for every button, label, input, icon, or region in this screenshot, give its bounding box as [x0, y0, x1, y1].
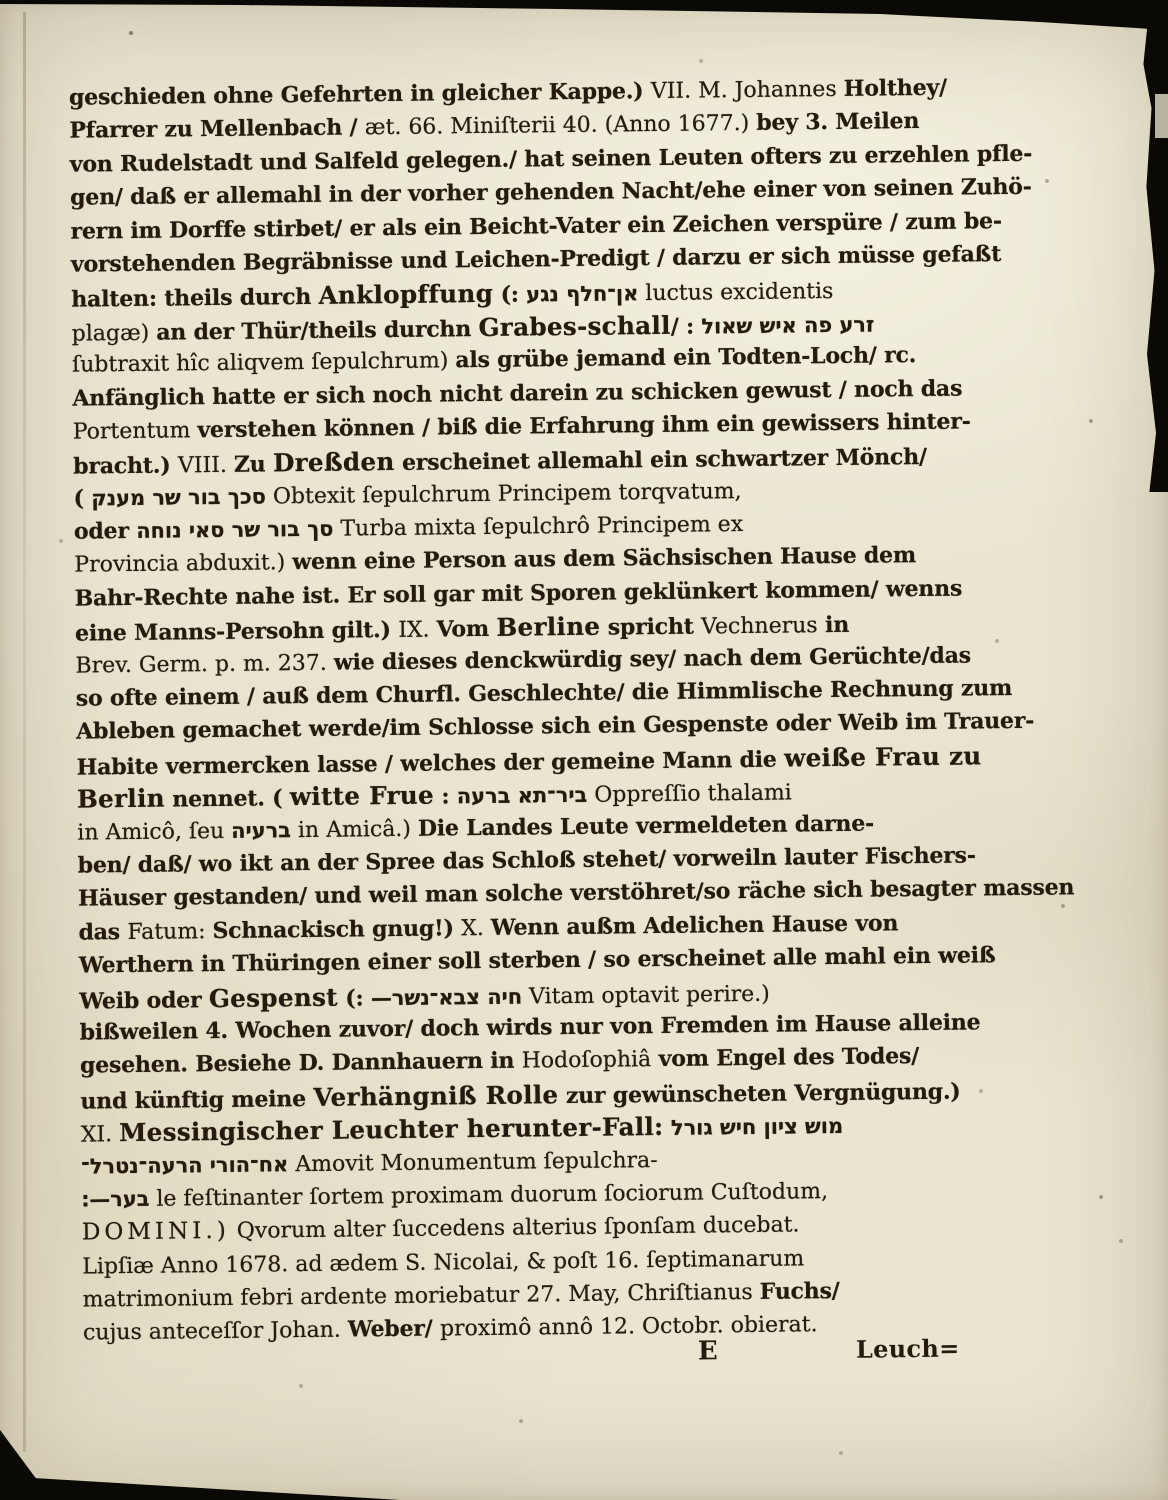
text-segment-g: wenn eine Person aus dem Sächsischen Hause dem	[292, 542, 917, 576]
text-segment-g: erscheinet allemahl ein schwartzer Mönch/	[394, 444, 927, 477]
text-segment-l: luctus excidentis	[638, 279, 834, 307]
text-block	[68, 70, 1075, 1350]
text-segment-g: Werthern in Thüringen einer soll sterben / so erscheinet alle mahl ein weiß	[78, 942, 996, 979]
text-segment-g: nennet. (	[164, 785, 291, 813]
text-segment-g: verstehen können / biß die Erfahrung ihm ein gewissers hinter-	[197, 408, 971, 444]
text-segment-l: Vitam optavit perire.)	[521, 981, 770, 1010]
text-segment-h: סכך בור שר מענק	[91, 484, 267, 511]
text-segment-g: ben/ daß/ wo ikt an der Spree das Schloß stehet/ vorweiln lauter Fischers-	[77, 842, 976, 879]
text-segment-e: Grabes-schall	[478, 310, 671, 342]
text-segment-e: Messingischer Leuchter herunter-Fall:	[118, 1112, 664, 1148]
text-segment-g: bißweilen 4. Wochen zuvor/ doch wirds nur von Fremden im Hause alleine	[79, 1009, 981, 1046]
text-segment-g: und künftig meine	[80, 1085, 314, 1115]
text-segment-g: Häuser gestanden/ und weil man solche verstöhret/so räche sich besagter massen	[77, 874, 1075, 912]
signature-mark: E	[697, 1336, 718, 1367]
text-segment-g: Fuchs/	[759, 1278, 840, 1305]
text-segment-e: Berline	[496, 611, 601, 643]
text-segment-h: אן־חלף נגע	[526, 281, 639, 307]
text-segment-g: :	[433, 783, 457, 810]
text-segment-g: Holthey/	[843, 74, 947, 102]
text-segment-l: VIII.	[177, 453, 235, 479]
text-segment-e: witte Frue	[289, 780, 435, 812]
text-segment-l: Brev. Germ. p. m. 237.	[75, 650, 334, 679]
text-segment-l: le feſtinanter ſortem proximam duorum ſociorum Cuſtodum,	[149, 1178, 829, 1212]
text-segment-l: in Amicô, ſeu	[77, 818, 232, 846]
text-segment-l: in Amicâ.)	[290, 816, 419, 843]
text-segment-g: in	[817, 612, 850, 639]
text-segment-g: Wenn außm Adelichen Hause von	[490, 910, 899, 941]
text-segment-h: אח־הורי הרעה־נטרל־	[81, 1151, 289, 1179]
text-segment-g: vorstehenden Begräbnisse und Leichen-Predigt / darzu er sich müsse gefaßt	[70, 241, 1002, 278]
text-segment-l: æt. 66. Miniſterii 40. (Anno 1677.)	[364, 111, 757, 141]
text-segment-l: cujus anteceſſor Johan.	[82, 1318, 348, 1347]
text-segment-l: Qvorum alter ſuccedens alterius ſponſam ducebat.	[229, 1212, 800, 1245]
paper-fold-line	[23, 12, 26, 1452]
text-segment-l: Turba mixta ſepulchrô Principem ex	[333, 512, 744, 542]
text-segment-l: Obtexit ſepulchrum Principem torqvatum,	[265, 478, 742, 510]
text-segment-l: XI.	[80, 1122, 120, 1148]
text-segment-l: Lipſiæ Anno 1678. ad ædem S. Nicolai, & poſt 16. ſeptimanarum	[82, 1246, 805, 1280]
text-segment-l: plagæ)	[71, 320, 157, 347]
text-segment-g: Die Landes Leute vermeldeten darne-	[417, 810, 875, 842]
text-segment-h: בער—׃	[81, 1186, 150, 1212]
text-segment-l: Portentum	[72, 418, 198, 445]
text-segment-e: Berlin	[76, 783, 166, 814]
text-segment-h: חיה צבא־נשר—	[370, 984, 523, 1010]
text-segment-l: Provincia abduxit.)	[74, 550, 293, 579]
text-segment-g: Zu	[233, 451, 274, 479]
text-segment-g: gesehen. Besiehe D. Dannhauern in	[79, 1047, 522, 1079]
text-segment-g: Anfänglich hatte er sich noch nicht darein zu schicken gewust / noch das	[72, 375, 963, 412]
text-segment-g: (:	[493, 281, 527, 309]
text-segment-g: / :	[670, 313, 702, 340]
text-segment-g: (	[73, 485, 92, 512]
text-segment-h: מוש ציון חיש גורל	[670, 1114, 844, 1140]
paper-speckles	[0, 0, 2, 2]
text-segment-g: vom Engel des Todes/	[651, 1043, 920, 1073]
catchword: Leuch=	[855, 1333, 960, 1364]
text-segment-g: Habite vermercken lasse / welches der gemeine Mann die	[76, 746, 785, 781]
text-segment-l: IX.	[398, 617, 437, 644]
text-segment-l: ſubtraxit hîc aliqvem ſepulchrum)	[71, 348, 456, 378]
text-segment-g: spricht	[600, 613, 702, 641]
text-segment-g: halten: theils durch	[71, 284, 319, 313]
text-segment-g: oder	[73, 517, 137, 545]
text-segment-g: zur gewünscheten Vergnügung.)	[558, 1078, 961, 1109]
text-segment-g: rern im Dorffe stirbet/ er als ein Beicht-Vater ein Zeichen verspüre / zum be-	[70, 207, 1002, 245]
text-segment-e: Anklopffung	[318, 279, 494, 311]
text-segment-l: matrimonium febri ardente moriebatur 27. May, Chriſtianus	[82, 1279, 760, 1313]
text-segment-l: Vechnerus	[700, 613, 818, 640]
text-segment-c: DOMINI.)	[81, 1218, 230, 1246]
text-segment-h: ביר־תא ברעה	[456, 783, 588, 809]
text-segment-g: wie dieses denckwürdig sey/ nach dem Gerüchte/das	[333, 642, 972, 676]
text-segment-l: Hodoſophiâ	[521, 1047, 652, 1074]
text-segment-g: Schnackisch gnug!)	[212, 915, 462, 944]
text-segment-g: gen/ daß er allemahl in der vorher gehenden Nacht/ehe einer von seinen Zuhö-	[70, 173, 1032, 211]
text-segment-e: Dreßden	[272, 447, 395, 478]
text-segment-g: Vom	[436, 616, 497, 643]
text-segment-g: an der Thür/theils durchn	[156, 315, 479, 346]
text-segment-g: Weib oder	[79, 986, 210, 1015]
text-segment-g: Bahr-Rechte nahe ist. Er soll gar mit Sporen geklünkert kommen/ wenns	[74, 575, 963, 612]
text-segment-g: von Rudelstadt und Salfeld gelegen./ hat seinen Leuten ofters zu erzehlen pfle-	[69, 140, 1033, 178]
text-segment-g: geschieden ohne Gefehrten in gleicher Kappe.)	[68, 78, 652, 111]
text-segment-l: proximô annô 12. Octobr. obierat.	[439, 1312, 818, 1342]
text-segment-g: so ofte einem / auß dem Churfl. Geschlechte/ die Himmlische Rechnung zum	[75, 675, 1013, 712]
text-segment-l: Oppreſſio thalami	[587, 780, 792, 809]
text-segment-g: (:	[337, 984, 372, 1012]
text-segment-l: Fatum:	[127, 918, 213, 945]
text-segment-g: bey 3. Meilen	[756, 108, 920, 137]
scan-edge-notch	[1155, 94, 1168, 138]
text-segment-g: eine Manns-Persohn gilt.)	[74, 617, 399, 647]
text-segment-e: Gespenst	[208, 982, 339, 1013]
text-segment-h: זרע פה איש שאול	[701, 312, 875, 339]
text-segment-g: Weber/	[347, 1315, 441, 1344]
text-segment-l: VII. M. Johannes	[650, 76, 844, 105]
text-segment-g: das	[78, 918, 128, 946]
text-segment-g: als grübe jemand ein Todten-Loch/ rc.	[455, 342, 917, 374]
text-segment-l: X.	[461, 915, 491, 942]
text-segment-g: Pfarrer zu Mellenbach /	[69, 114, 366, 145]
text-segment-l: Amovit Monumentum ſepulchra-	[288, 1147, 658, 1177]
text-segment-h: סך בור שר סאי נוחה	[136, 516, 334, 543]
text-segment-e: weiße Frau zu	[783, 741, 982, 773]
text-segment-g: Ableben gemachet werde/im Schlosse sich ein Gespenste oder Weib im Trauer-	[76, 708, 1035, 746]
text-segment-g: bracht.)	[73, 452, 179, 480]
text-segment-h: ברעיה	[231, 817, 292, 843]
text-segment-e: Verhängniß Rolle	[313, 1079, 559, 1112]
